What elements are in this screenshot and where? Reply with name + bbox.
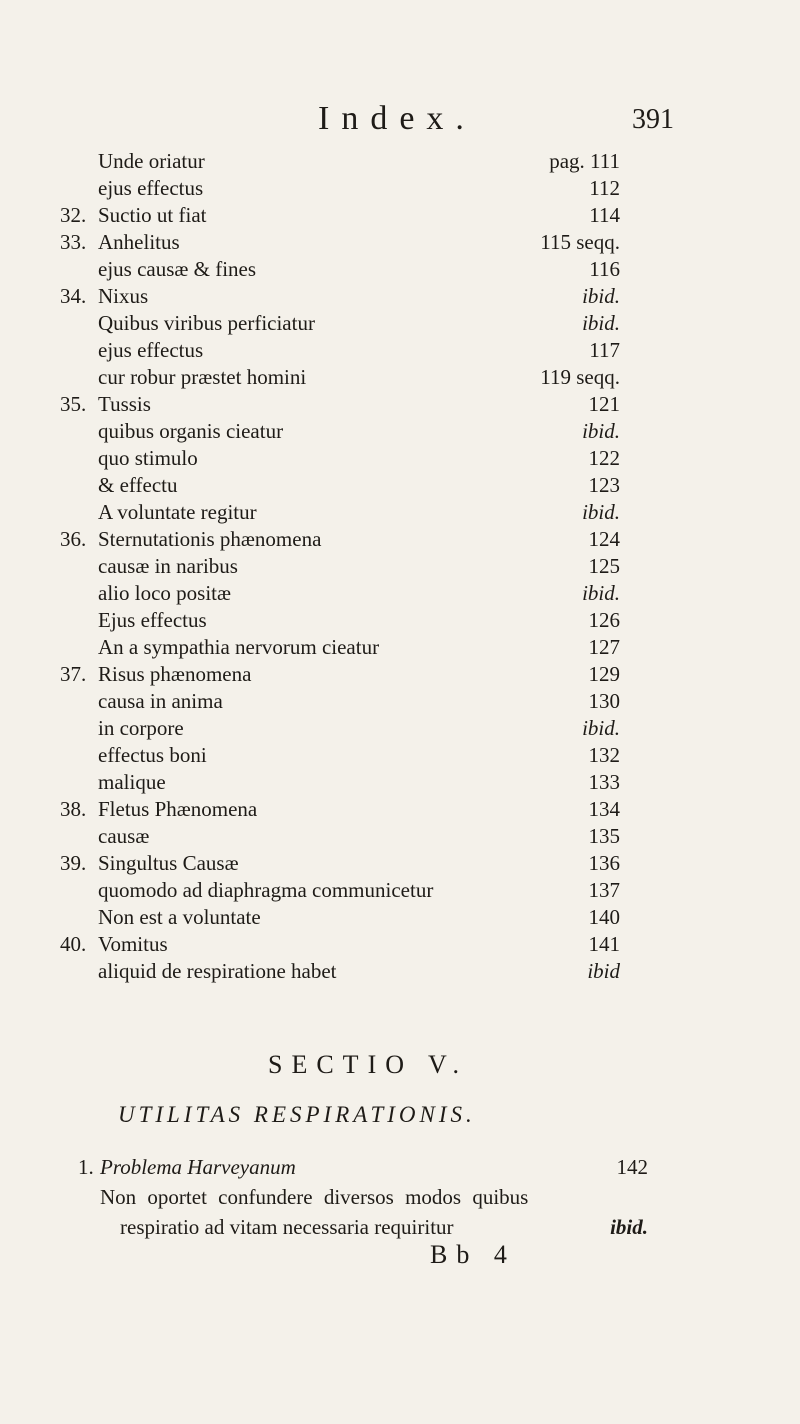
- entry-number: 35.: [60, 392, 87, 416]
- entry-text: ejus effectus: [98, 338, 204, 362]
- entry-page: 122: [588, 446, 620, 470]
- entry-page: ibid.: [610, 1215, 648, 1239]
- entry-text: alio loco positæ: [98, 581, 231, 605]
- entry-page: 134: [588, 797, 620, 821]
- index-entry: [0, 742, 800, 769]
- entry-page: 116: [589, 257, 620, 281]
- entry-page: 137: [588, 878, 620, 902]
- entry-text: Sternutationis phænomena: [98, 527, 322, 551]
- entry-page: 132: [588, 743, 620, 767]
- entry-page: 141: [588, 932, 620, 956]
- index-entry: [0, 499, 800, 526]
- index-entry: [0, 688, 800, 715]
- entry-page: 119 seqq.: [540, 365, 620, 389]
- entry-page: 125: [588, 554, 620, 578]
- entry-text: Anhelitus: [98, 230, 180, 254]
- index-entry: [0, 634, 800, 661]
- index-entry: [0, 661, 800, 688]
- entry-text: Tussis: [98, 392, 151, 416]
- index-entry: [0, 931, 800, 958]
- index-entry: [0, 472, 800, 499]
- entry-page: 124: [588, 527, 620, 551]
- index-entry: [0, 148, 800, 175]
- index-entry: [0, 850, 800, 877]
- entry-text: Quibus viribus perficiatur: [98, 311, 315, 335]
- entry-text: respiratio ad vitam necessaria requiritur: [120, 1215, 454, 1239]
- entry-text: aliquid de respiratione habet: [98, 959, 337, 983]
- entry-text: causæ in naribus: [98, 554, 238, 578]
- entry-text: cur robur præstet homini: [98, 365, 307, 389]
- running-header: [0, 100, 800, 140]
- index-entry: [0, 526, 800, 553]
- entry-text: ejus effectus: [98, 176, 204, 200]
- book-page: Index. 391 Unde oriatur pag. 111 ejus effectus 112 32. Suctio ut fiat 114 33. Anhelitus 115 seqq. ejus causæ & fines 116 34. Nixus ibid. Quibus viribus perficiatur ibid. ejus effectus 117 cur robur præstet homini 119 seqq. 35. Tussis 121 quibus organis cieatur ibid. quo stimulo 122 & effectu 123 A voluntate regitur ibid. 36. Sternutationis phænomena 124 causæ in naribus 125 alio loco positæ ibid. Ejus effectus 126 An a sympathia nervorum cieatur 127 37. Risus phænomena 129 causa in anima 130 in corpore ibid. effectus boni 132 malique 133 38. Fletus Phænomena 134 causæ 135 39. Singultus Causæ 136 quomodo ad diaphragma communicetur 137 Non est a voluntate 140 40. Vomitus 141 aliquid de respiratione habet ibid SECTIO V. UTILITAS RESPIRATIONIS. 1. Problema Harveyanum 142 Non oportet confundere diversos modos quibus respiratio ad vitam necessaria requiritur ibid. Bb 4: [0, 0, 800, 1424]
- index-entry: [0, 904, 800, 931]
- entry-text: Non oportet confundere diversos modos quibus: [100, 1185, 529, 1209]
- entry-page: 121: [588, 392, 620, 416]
- index-entry: [0, 283, 800, 310]
- entry-text: Singultus Causæ: [98, 851, 239, 875]
- entry-number: 34.: [60, 284, 87, 308]
- entry-page: 126: [588, 608, 620, 632]
- entry-text: quibus organis cieatur: [98, 419, 284, 443]
- entry-page: 129: [588, 662, 620, 686]
- entry-text: Nixus: [98, 284, 149, 308]
- index-entry: [0, 715, 800, 742]
- index-entry: [0, 229, 800, 256]
- entry-page: 117: [589, 338, 620, 362]
- entry-text: ejus causæ & fines: [98, 257, 257, 281]
- entry-text: A voluntate regitur: [98, 500, 257, 524]
- entry-text: Unde oriatur: [98, 149, 205, 173]
- entry-number: 32.: [60, 203, 87, 227]
- entry-text: in corpore: [98, 716, 184, 740]
- index-entry: [0, 796, 800, 823]
- index-entry: [0, 607, 800, 634]
- page-number: 391: [632, 104, 674, 135]
- entry-page: ibid: [587, 959, 620, 983]
- index-entry: [0, 877, 800, 904]
- entry-text: Non est a voluntate: [98, 905, 261, 929]
- index-entry: [0, 175, 800, 202]
- entry-number: 40.: [60, 932, 87, 956]
- entry-text: quomodo ad diaphragma communicetur: [98, 878, 434, 902]
- index-entry: [0, 418, 800, 445]
- entry-page: 127: [588, 635, 620, 659]
- entry-page: 114: [589, 203, 620, 227]
- entry-text: Ejus effectus: [98, 608, 207, 632]
- index-entry: [0, 823, 800, 850]
- entry-number: 37.: [60, 662, 87, 686]
- section-entries: [0, 1152, 800, 1242]
- index-entry: [0, 364, 800, 391]
- entry-page: ibid.: [582, 500, 620, 524]
- entry-page: 112: [589, 176, 620, 200]
- index-entry: [0, 769, 800, 796]
- index-entry: [0, 310, 800, 337]
- signature-mark: Bb 4: [430, 1240, 516, 1269]
- entry-page: ibid.: [582, 419, 620, 443]
- header-title: Index.: [318, 100, 476, 137]
- index-entry: [0, 391, 800, 418]
- index-entry: [0, 1152, 800, 1182]
- index-entry: [0, 256, 800, 283]
- entry-text: quo stimulo: [98, 446, 198, 470]
- entry-text: effectus boni: [98, 743, 207, 767]
- entry-text: & effectu: [98, 473, 178, 497]
- entry-number: 36.: [60, 527, 87, 551]
- entry-number: 39.: [60, 851, 87, 875]
- index-entries: [0, 148, 800, 985]
- entry-number: 33.: [60, 230, 87, 254]
- entry-text: Suctio ut fiat: [98, 203, 207, 227]
- index-entry: [0, 580, 800, 607]
- entry-page: ibid.: [582, 581, 620, 605]
- index-entry: [0, 553, 800, 580]
- entry-text: An a sympathia nervorum cieatur: [98, 635, 380, 659]
- entry-number: 38.: [60, 797, 87, 821]
- entry-page: 135: [588, 824, 620, 848]
- entry-page: 140: [588, 905, 620, 929]
- entry-page: 142: [616, 1155, 648, 1179]
- index-entry: [0, 337, 800, 364]
- entry-page: 115 seqq.: [540, 230, 620, 254]
- entry-text: Risus phænomena: [98, 662, 252, 686]
- entry-text: causa in anima: [98, 689, 223, 713]
- index-entry: [0, 1182, 800, 1212]
- entry-text: Problema Harveyanum: [100, 1155, 296, 1179]
- index-entry: [0, 958, 800, 985]
- entry-page: ibid.: [582, 284, 620, 308]
- entry-page: 133: [588, 770, 620, 794]
- entry-page: pag. 111: [549, 149, 620, 173]
- entry-page: 130: [588, 689, 620, 713]
- index-entry: [0, 1212, 800, 1242]
- entry-text: Fletus Phænomena: [98, 797, 258, 821]
- index-entry: [0, 202, 800, 229]
- entry-page: 136: [588, 851, 620, 875]
- index-entry: [0, 445, 800, 472]
- entry-number: 1.: [78, 1155, 94, 1179]
- entry-text: Vomitus: [98, 932, 168, 956]
- entry-page: 123: [588, 473, 620, 497]
- entry-page: ibid.: [582, 311, 620, 335]
- entry-page: ibid.: [582, 716, 620, 740]
- entry-text: malique: [98, 770, 166, 794]
- entry-text: causæ: [98, 824, 150, 848]
